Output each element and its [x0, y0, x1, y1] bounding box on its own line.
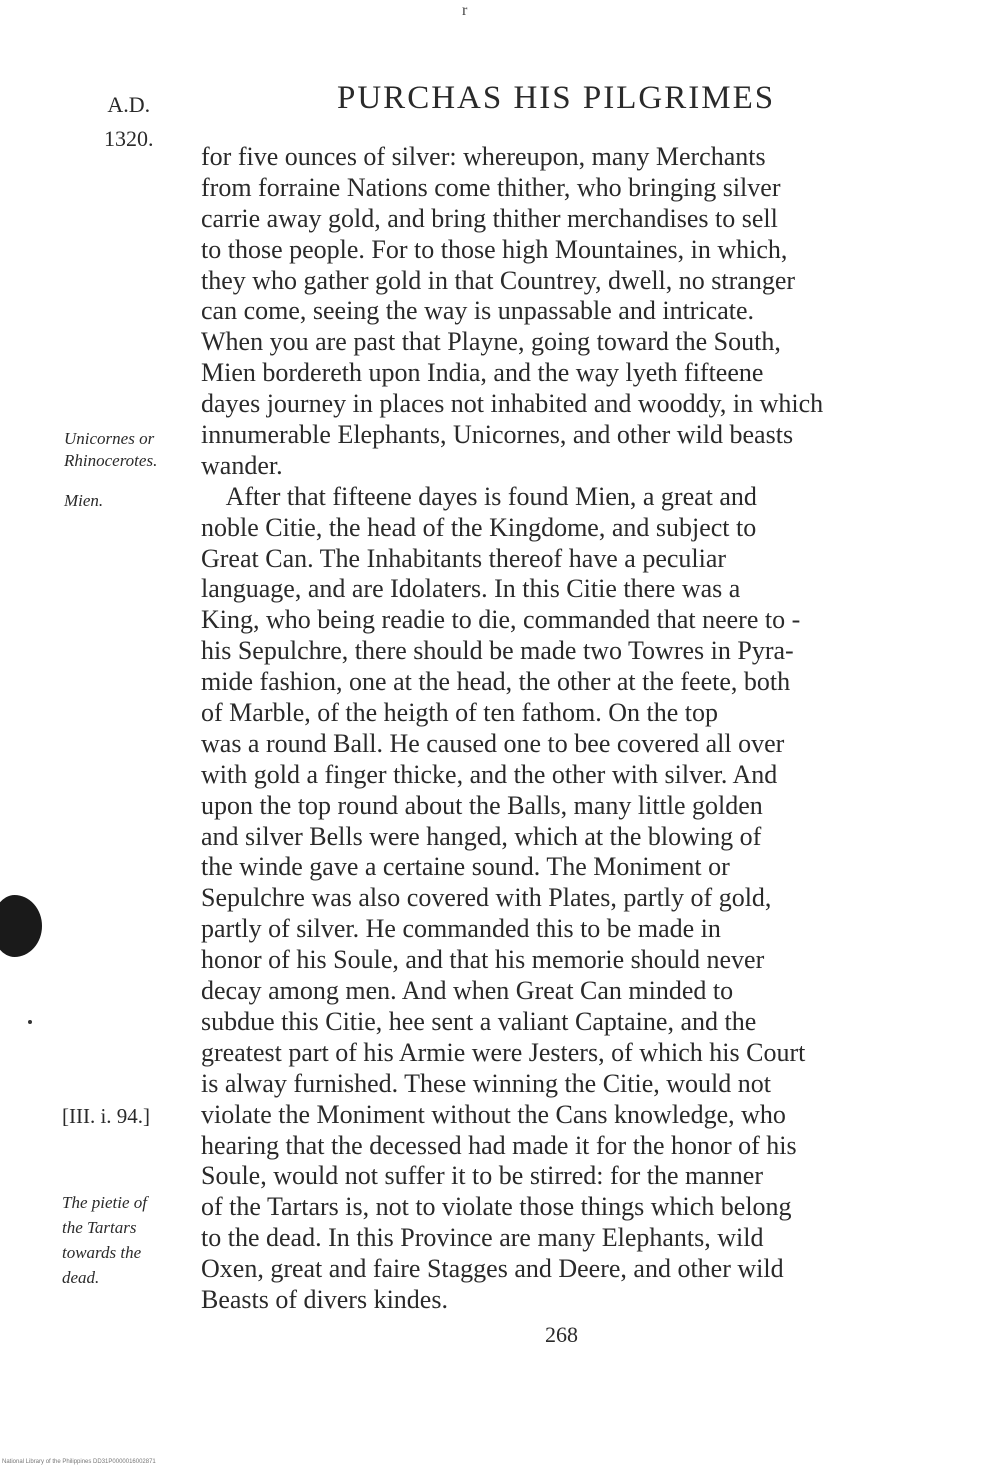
- text-line: Oxen, great and faire Stagges and Deere, and other wild: [201, 1254, 784, 1284]
- margin-note-line: dead.: [62, 1268, 100, 1287]
- year-number: 1320.: [104, 126, 154, 151]
- scan-credit: National Library of the Philippines DD31P0000016002871: [2, 1459, 156, 1465]
- text-line: decay among men. And when Great Can minded to: [201, 976, 734, 1006]
- text-line: upon the top round about the Balls, many little golden: [201, 790, 763, 820]
- text-line: to those people. For to those high Mountaines, in which,: [201, 234, 788, 264]
- text-line: for five ounces of silver: whereupon, many Merchants: [201, 142, 766, 171]
- text-line: of the Tartars is, not to violate those things which belong: [201, 1192, 792, 1222]
- margin-note-line: the Tartars: [62, 1218, 137, 1237]
- body-text: [201, 142, 971, 1316]
- running-title: PURCHAS HIS PILGRIMES: [337, 80, 776, 116]
- margin-note-mien: Mien.: [64, 491, 104, 510]
- text-line: violate the Moniment without the Cans knowledge, who: [201, 1099, 786, 1129]
- top-mark: r: [462, 2, 468, 19]
- text-line: Sepulchre was also covered with Plates, partly of gold,: [201, 883, 772, 913]
- text-line: Beasts of divers kindes.: [201, 1284, 448, 1314]
- margin-note-pietie: [62, 1190, 147, 1290]
- text-line: and silver Bells were hanged, which at the blowing of: [201, 821, 762, 851]
- text-line: When you are past that Playne, going toward the South,: [201, 327, 781, 357]
- text-line: can come, seeing the way is unpassable and intricate.: [201, 296, 755, 326]
- text-line: carrie away gold, and bring thither merchandises to sell: [201, 203, 778, 233]
- text-line: honor of his Soule, and that his memorie should never: [201, 945, 765, 975]
- margin-page-reference: [III. i. 94.]: [62, 1104, 151, 1128]
- text-line: subdue this Citie, hee sent a valiant Captaine, and the: [201, 1006, 757, 1036]
- text-line: hearing that the decessed had made it for the honor of his: [201, 1130, 797, 1160]
- margin-note-line: Rhinocerotes.: [64, 451, 158, 470]
- margin-note-unicornes: [64, 428, 157, 472]
- text-line: from forraine Nations come thither, who bringing silver: [201, 172, 781, 202]
- text-line: of Marble, of the heigth of ten fathom. On the top: [201, 698, 718, 728]
- text-line: to the dead. In this Province are many Elephants, wild: [201, 1223, 764, 1253]
- page-number: 268: [545, 1322, 578, 1347]
- year-marker: [104, 88, 154, 156]
- text-line: greatest part of his Armie were Jesters, of which his Court: [201, 1037, 806, 1067]
- text-line: innumerable Elephants, Unicornes, and other wild beasts: [201, 420, 794, 450]
- margin-note-line: towards the: [62, 1243, 142, 1262]
- scan-artifact-mark: [0, 895, 42, 957]
- text-line: wander.: [201, 450, 283, 480]
- text-line: his Sepulchre, there should be made two Towres in Pyra-: [201, 636, 794, 666]
- text-line: mide fashion, one at the head, the other at the feete, both: [201, 667, 791, 697]
- text-line: Mien bordereth upon India, and the way lyeth fifteene: [201, 358, 764, 388]
- text-line: language, and are Idolaters. In this Citie there was a: [201, 574, 741, 604]
- text-line: dayes journey in places not inhabited and wooddy, in which: [201, 389, 824, 419]
- text-line: Soule, would not suffer it to be stirred: for the manner: [201, 1161, 764, 1191]
- text-line: Great Can. The Inhabitants thereof have a peculiar: [201, 543, 727, 573]
- text-line: with gold a finger thicke, and the other with silver. And: [201, 759, 778, 789]
- year-era: A.D.: [107, 92, 151, 117]
- margin-note-line: The pietie of: [62, 1193, 147, 1212]
- text-line: they who gather gold in that Countrey, dwell, no stranger: [201, 265, 796, 295]
- text-line: was a round Ball. He caused one to bee covered all over: [201, 728, 785, 758]
- text-line: King, who being readie to die, commanded that neere to -: [201, 605, 801, 635]
- text-line: noble Citie, the head of the Kingdome, and subject to: [201, 512, 757, 542]
- text-line: the winde gave a certaine sound. The Moniment or: [201, 852, 730, 882]
- margin-note-line: Unicornes or: [64, 429, 155, 448]
- text-line: is alway furnished. These winning the Citie, would not: [201, 1068, 771, 1098]
- scan-speck: [28, 1020, 32, 1024]
- text-line: After that fifteene dayes is found Mien, a great and: [201, 481, 757, 511]
- text-line: partly of silver. He commanded this to be made in: [201, 914, 721, 944]
